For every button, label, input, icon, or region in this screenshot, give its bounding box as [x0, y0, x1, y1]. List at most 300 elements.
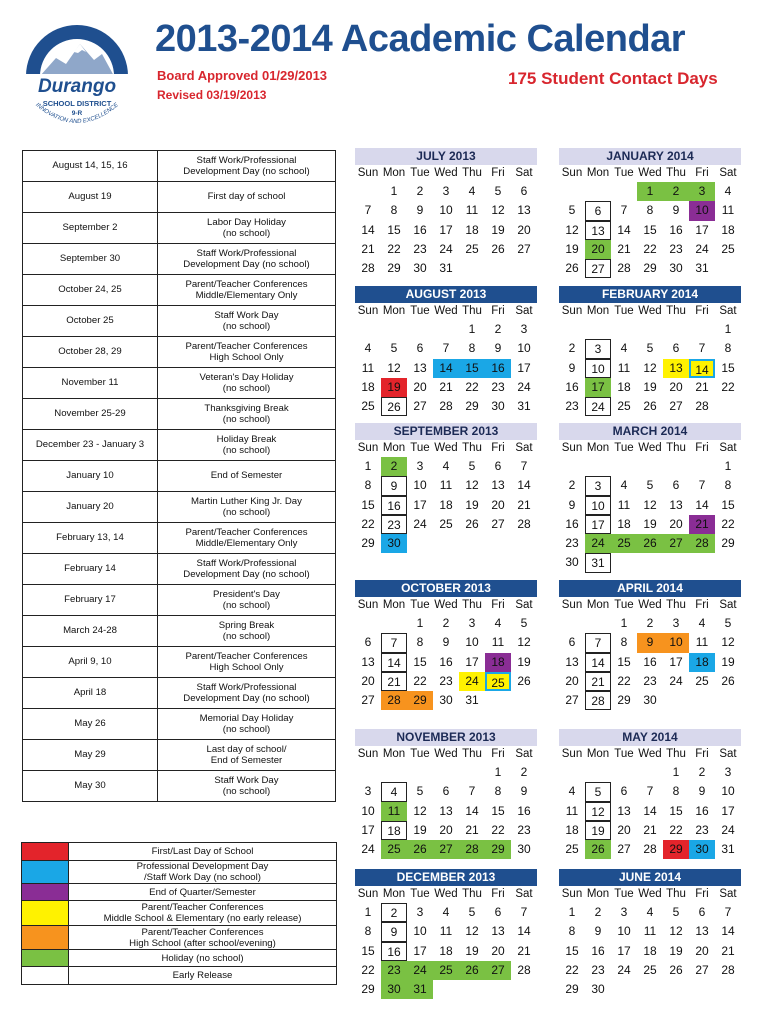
day-cell: 28 — [381, 691, 407, 710]
day-cell: 20 — [695, 943, 709, 958]
empty-cell — [689, 457, 715, 476]
day-cell: 15 — [721, 497, 735, 512]
month-header: OCTOBER 2013 — [355, 580, 537, 597]
day-cell: 14 — [361, 222, 375, 237]
day-cell: 29 — [485, 840, 511, 859]
day-cell: 21 — [361, 241, 375, 256]
day-cell: 27 — [433, 840, 459, 859]
weekday-label: Mon — [382, 599, 406, 611]
day-cell: 1 — [468, 322, 476, 336]
weekday-label: Fri — [695, 305, 709, 317]
day-cell: 3 — [520, 322, 528, 336]
day-cell: 22 — [721, 516, 735, 531]
day-cell: 19 — [381, 378, 407, 397]
day-cell: 24 — [459, 672, 485, 691]
day-cell: 23 — [565, 399, 579, 414]
day-cell: 24 — [695, 241, 709, 256]
day-cell: 18 — [689, 653, 715, 672]
day-cell: 25 — [565, 842, 579, 857]
day-cell: 26 — [491, 241, 505, 256]
day-cell: 9 — [494, 341, 502, 356]
day-cell: 10 — [663, 633, 689, 652]
event-row — [23, 151, 336, 182]
day-cell: 28 — [721, 962, 735, 977]
day-cell: 28 — [459, 840, 485, 859]
event-row — [23, 275, 336, 306]
event-date: October 24, 25 — [23, 275, 158, 306]
month-calendar — [559, 729, 741, 859]
day-cell: 20 — [439, 822, 453, 837]
day-cell: 28 — [695, 399, 709, 414]
day-cell: 4 — [698, 616, 706, 630]
logo-number: 9-R — [71, 110, 83, 117]
event-date: April 9, 10 — [23, 647, 158, 678]
event-description: End of Semester — [158, 461, 336, 492]
day-cell: 11 — [361, 360, 375, 375]
day-cell: 30 — [381, 980, 407, 999]
weekday-label: Mon — [382, 305, 406, 317]
weekday-label: Sat — [719, 599, 737, 611]
day-cell: 4 — [620, 478, 628, 493]
day-cell: 10 — [361, 803, 375, 818]
weekday-label: Sun — [357, 167, 379, 179]
day-cell: 29 — [721, 536, 735, 551]
day-cell: 15 — [361, 943, 375, 958]
month-grid — [355, 746, 537, 859]
day-cell: 4 — [724, 184, 732, 198]
day-cell: 24 — [439, 241, 453, 256]
day-cell: 2 — [520, 765, 528, 779]
day-cell: 21 — [465, 822, 479, 837]
event-description: Martin Luther King Jr. Day (no school) — [158, 492, 336, 523]
day-cell: 14 — [617, 222, 631, 237]
day-cell: 31 — [407, 980, 433, 999]
weekday-label: Wed — [434, 167, 458, 179]
day-cell: 2 — [646, 616, 654, 630]
day-cell: 29 — [663, 840, 689, 859]
day-cell: 1 — [568, 905, 576, 919]
weekday-label: Sat — [515, 599, 533, 611]
event-row — [23, 492, 336, 523]
empty-cell — [637, 457, 663, 476]
day-cell: 13 — [491, 478, 505, 493]
weekday-label: Mon — [586, 442, 610, 454]
day-cell: 22 — [491, 822, 505, 837]
weekday-label: Thu — [666, 442, 686, 454]
month-header: NOVEMBER 2013 — [355, 729, 537, 746]
day-cell: 16 — [643, 654, 657, 669]
event-description: Staff Work/Professional Development Day (no school) — [158, 678, 336, 709]
day-cell: 11 — [565, 803, 579, 818]
weekday-label: Sun — [561, 442, 583, 454]
month-grid — [355, 440, 537, 553]
day-cell: 30 — [517, 842, 531, 857]
day-cell: 5 — [672, 905, 680, 919]
day-cell: 25 — [465, 241, 479, 256]
day-cell: 18 — [643, 943, 657, 958]
day-cell: 10 — [617, 924, 631, 939]
contact-days-text: 175 Student Contact Days — [508, 69, 718, 88]
page-title: 2013-2014 Academic Calendar — [155, 18, 686, 60]
day-cell: 27 — [669, 399, 683, 414]
day-cell: 27 — [491, 516, 505, 531]
event-description: Holiday Break (no school) — [158, 430, 336, 461]
day-cell: 4 — [620, 341, 628, 356]
legend-label: Parent/Teacher Conferences Middle School & Elementary (no early release) — [69, 901, 337, 926]
event-description: Veteran's Day Holiday (no school) — [158, 368, 336, 399]
day-cell: 18 — [617, 379, 631, 394]
day-cell: 13 — [695, 924, 709, 939]
day-cell: 14 — [433, 359, 459, 378]
legend-swatch — [22, 926, 69, 950]
day-cell: 17 — [585, 378, 611, 397]
district-logo — [22, 14, 132, 138]
weekday-label: Mon — [586, 888, 610, 900]
legend-row — [22, 861, 337, 884]
day-cell: 15 — [565, 943, 579, 958]
day-cell: 8 — [724, 341, 732, 356]
day-cell: 18 — [465, 222, 479, 237]
month-calendar — [355, 148, 537, 278]
weekday-label: Sun — [561, 305, 583, 317]
day-cell: 7 — [698, 478, 706, 493]
month-calendar — [355, 423, 537, 553]
day-cell: 7 — [520, 905, 528, 919]
empty-cell — [381, 320, 407, 339]
day-cell: 23 — [381, 515, 407, 534]
day-cell: 6 — [672, 341, 680, 356]
day-cell: 21 — [721, 943, 735, 958]
event-description: Staff Work/Professional Development Day (no school) — [158, 244, 336, 275]
day-cell: 27 — [361, 693, 375, 708]
month-grid — [355, 886, 537, 999]
day-cell: 7 — [520, 459, 528, 473]
day-cell: 22 — [465, 379, 479, 394]
event-row — [23, 709, 336, 740]
day-cell: 21 — [689, 515, 715, 534]
weekday-label: Fri — [491, 442, 505, 454]
day-cell: 28 — [517, 962, 531, 977]
legend-swatch — [22, 901, 69, 926]
day-cell: 15 — [491, 803, 505, 818]
day-cell: 1 — [494, 765, 502, 779]
weekday-label: Mon — [586, 305, 610, 317]
day-cell: 24 — [407, 961, 433, 980]
weekday-label: Wed — [638, 305, 662, 317]
day-cell: 21 — [617, 241, 631, 256]
day-cell: 19 — [643, 379, 657, 394]
day-cell: 25 — [439, 516, 453, 531]
legend-swatch — [22, 884, 69, 901]
weekday-label: Tue — [410, 748, 430, 760]
weekday-label: Sun — [561, 167, 583, 179]
day-cell: 22 — [617, 673, 631, 688]
day-cell: 8 — [416, 635, 424, 650]
weekday-label: Wed — [638, 599, 662, 611]
day-cell: 19 — [491, 222, 505, 237]
weekday-label: Tue — [614, 442, 634, 454]
legend-label: Parent/Teacher Conferences High School (after school/evening) — [69, 926, 337, 950]
day-cell: 6 — [494, 459, 502, 473]
month-header: SEPTEMBER 2013 — [355, 423, 537, 440]
day-cell: 18 — [439, 943, 453, 958]
empty-cell — [559, 457, 585, 476]
legend-label: Holiday (no school) — [69, 950, 337, 967]
empty-cell — [407, 320, 433, 339]
day-cell: 7 — [585, 633, 611, 652]
legend-swatch — [22, 967, 69, 985]
logo-district: SCHOOL DISTRICT — [42, 99, 112, 108]
day-cell: 15 — [361, 497, 375, 512]
day-cell: 12 — [465, 478, 479, 493]
day-cell: 17 — [669, 654, 683, 669]
day-cell: 21 — [517, 497, 531, 512]
day-cell: 16 — [565, 379, 579, 394]
weekday-label: Sat — [515, 888, 533, 900]
day-cell: 17 — [517, 360, 531, 375]
day-cell: 16 — [485, 359, 511, 378]
day-cell: 29 — [643, 261, 657, 276]
weekday-label: Sat — [719, 748, 737, 760]
day-cell: 24 — [721, 822, 735, 837]
event-row — [23, 306, 336, 337]
month-grid — [559, 303, 741, 416]
day-cell: 12 — [465, 924, 479, 939]
event-date: September 2 — [23, 213, 158, 244]
board-approved-text: Board Approved 01/29/2013 — [157, 68, 328, 83]
day-cell: 18 — [485, 653, 511, 672]
weekday-label: Wed — [638, 888, 662, 900]
day-cell: 11 — [695, 635, 709, 650]
logo-tagline: INNOVATION AND EXCELLENCE — [34, 102, 120, 126]
event-description: Spring Break (no school) — [158, 616, 336, 647]
day-cell: 19 — [721, 654, 735, 669]
day-cell: 3 — [416, 459, 424, 473]
day-cell: 25 — [695, 673, 709, 688]
event-description: Parent/Teacher Conferences Middle/Elementary Only — [158, 275, 336, 306]
day-cell: 23 — [439, 673, 453, 688]
weekday-label: Wed — [434, 599, 458, 611]
day-cell: 1 — [416, 616, 424, 630]
event-row — [23, 182, 336, 213]
weekday-label: Mon — [586, 167, 610, 179]
day-cell: 20 — [669, 379, 683, 394]
event-description: Staff Work/Professional Development Day (no school) — [158, 151, 336, 182]
day-cell: 9 — [594, 924, 602, 939]
day-cell: 11 — [439, 478, 453, 493]
day-cell: 13 — [669, 497, 683, 512]
day-cell: 1 — [364, 459, 372, 473]
day-cell: 12 — [721, 635, 735, 650]
event-date: October 28, 29 — [23, 337, 158, 368]
day-cell: 16 — [591, 943, 605, 958]
empty-cell — [637, 320, 663, 339]
day-cell: 20 — [669, 516, 683, 531]
day-cell: 14 — [465, 803, 479, 818]
day-cell: 3 — [672, 616, 680, 630]
empty-cell — [355, 614, 381, 633]
day-cell: 13 — [413, 360, 427, 375]
day-cell: 12 — [643, 360, 657, 375]
day-cell: 5 — [724, 616, 732, 630]
day-cell: 20 — [491, 943, 505, 958]
day-cell: 9 — [568, 360, 576, 375]
event-row — [23, 213, 336, 244]
weekday-label: Sat — [719, 305, 737, 317]
day-cell: 26 — [637, 534, 663, 553]
day-cell: 19 — [465, 497, 479, 512]
day-cell: 1 — [620, 616, 628, 630]
month-header: JULY 2013 — [355, 148, 537, 165]
month-calendar — [355, 729, 537, 859]
day-cell: 14 — [585, 653, 611, 672]
day-cell: 17 — [439, 222, 453, 237]
day-cell: 31 — [585, 553, 611, 572]
day-cell: 27 — [485, 961, 511, 980]
day-cell: 17 — [695, 222, 709, 237]
month-calendar — [355, 286, 537, 416]
empty-cell — [433, 320, 459, 339]
day-cell: 29 — [565, 982, 579, 997]
day-cell: 6 — [672, 478, 680, 493]
event-date: November 11 — [23, 368, 158, 399]
month-header: FEBRUARY 2014 — [559, 286, 741, 303]
day-cell: 5 — [646, 478, 654, 493]
empty-cell — [381, 763, 407, 782]
event-description: Parent/Teacher Conferences High School Only — [158, 337, 336, 368]
weekday-label: Sun — [357, 599, 379, 611]
day-cell: 22 — [361, 516, 375, 531]
day-cell: 17 — [721, 803, 735, 818]
day-cell: 9 — [442, 635, 450, 650]
day-cell: 19 — [669, 943, 683, 958]
weekday-label: Tue — [614, 888, 634, 900]
day-cell: 7 — [381, 633, 407, 652]
empty-cell — [433, 763, 459, 782]
day-cell: 21 — [695, 379, 709, 394]
day-cell: 4 — [568, 784, 576, 799]
weekday-label: Fri — [491, 599, 505, 611]
weekday-label: Mon — [382, 888, 406, 900]
weekday-label: Thu — [666, 888, 686, 900]
day-cell: 8 — [364, 478, 372, 493]
day-cell: 2 — [663, 182, 689, 201]
day-cell: 1 — [637, 182, 663, 201]
weekday-label: Fri — [491, 305, 505, 317]
weekday-label: Sat — [515, 167, 533, 179]
day-cell: 15 — [459, 359, 485, 378]
event-description: First day of school — [158, 182, 336, 213]
day-cell: 27 — [565, 693, 579, 708]
empty-cell — [381, 614, 407, 633]
day-cell: 20 — [565, 673, 579, 688]
day-cell: 9 — [416, 203, 424, 218]
month-grid — [355, 597, 537, 710]
legend-row — [22, 967, 337, 985]
day-cell: 29 — [387, 261, 401, 276]
day-cell: 6 — [494, 905, 502, 919]
empty-cell — [585, 182, 611, 201]
legend-row — [22, 843, 337, 861]
day-cell: 18 — [381, 821, 407, 840]
empty-cell — [637, 763, 663, 782]
event-row — [23, 585, 336, 616]
event-row — [23, 244, 336, 275]
day-cell: 6 — [442, 784, 450, 799]
day-cell: 28 — [689, 534, 715, 553]
day-cell: 17 — [465, 654, 479, 669]
day-cell: 9 — [637, 633, 663, 652]
event-date: November 25-29 — [23, 399, 158, 430]
day-cell: 1 — [364, 905, 372, 919]
day-cell: 15 — [669, 803, 683, 818]
event-date: January 20 — [23, 492, 158, 523]
day-cell: 13 — [617, 803, 631, 818]
legend-row — [22, 901, 337, 926]
day-cell: 6 — [698, 905, 706, 919]
day-cell: 28 — [517, 516, 531, 531]
day-cell: 3 — [724, 765, 732, 779]
day-cell: 11 — [721, 203, 735, 218]
day-cell: 27 — [585, 259, 611, 278]
day-cell: 7 — [698, 341, 706, 356]
weekday-label: Fri — [695, 599, 709, 611]
day-cell: 6 — [585, 201, 611, 220]
day-cell: 5 — [646, 341, 654, 356]
day-cell: 30 — [381, 534, 407, 553]
weekday-label: Thu — [462, 442, 482, 454]
day-cell: 3 — [416, 905, 424, 919]
day-cell: 17 — [617, 943, 631, 958]
month-calendar — [355, 580, 537, 710]
day-cell: 12 — [387, 360, 401, 375]
day-cell: 31 — [465, 693, 479, 708]
day-cell: 25 — [361, 399, 375, 414]
event-date: August 14, 15, 16 — [23, 151, 158, 182]
empty-cell — [355, 763, 381, 782]
month-grid — [559, 165, 741, 278]
day-cell: 26 — [465, 516, 479, 531]
day-cell: 28 — [617, 261, 631, 276]
day-cell: 26 — [669, 962, 683, 977]
day-cell: 10 — [413, 924, 427, 939]
month-header: JUNE 2014 — [559, 869, 741, 886]
day-cell: 7 — [620, 203, 628, 218]
day-cell: 21 — [585, 672, 611, 691]
legend-swatch — [22, 861, 69, 884]
day-cell: 11 — [491, 635, 505, 650]
weekday-label: Thu — [462, 748, 482, 760]
day-cell: 22 — [669, 822, 683, 837]
day-cell: 11 — [617, 360, 631, 375]
weekday-label: Mon — [586, 599, 610, 611]
legend-row — [22, 884, 337, 901]
day-cell: 26 — [459, 961, 485, 980]
day-cell: 7 — [364, 203, 372, 218]
day-cell: 31 — [695, 261, 709, 276]
month-calendar — [559, 580, 741, 710]
day-cell: 24 — [517, 379, 531, 394]
event-date: February 14 — [23, 554, 158, 585]
weekday-label: Fri — [695, 748, 709, 760]
day-cell: 5 — [468, 905, 476, 919]
day-cell: 16 — [413, 222, 427, 237]
event-description: Labor Day Holiday (no school) — [158, 213, 336, 244]
day-cell: 4 — [442, 459, 450, 473]
legend-row — [22, 950, 337, 967]
day-cell: 8 — [724, 478, 732, 493]
day-cell: 14 — [689, 359, 715, 378]
